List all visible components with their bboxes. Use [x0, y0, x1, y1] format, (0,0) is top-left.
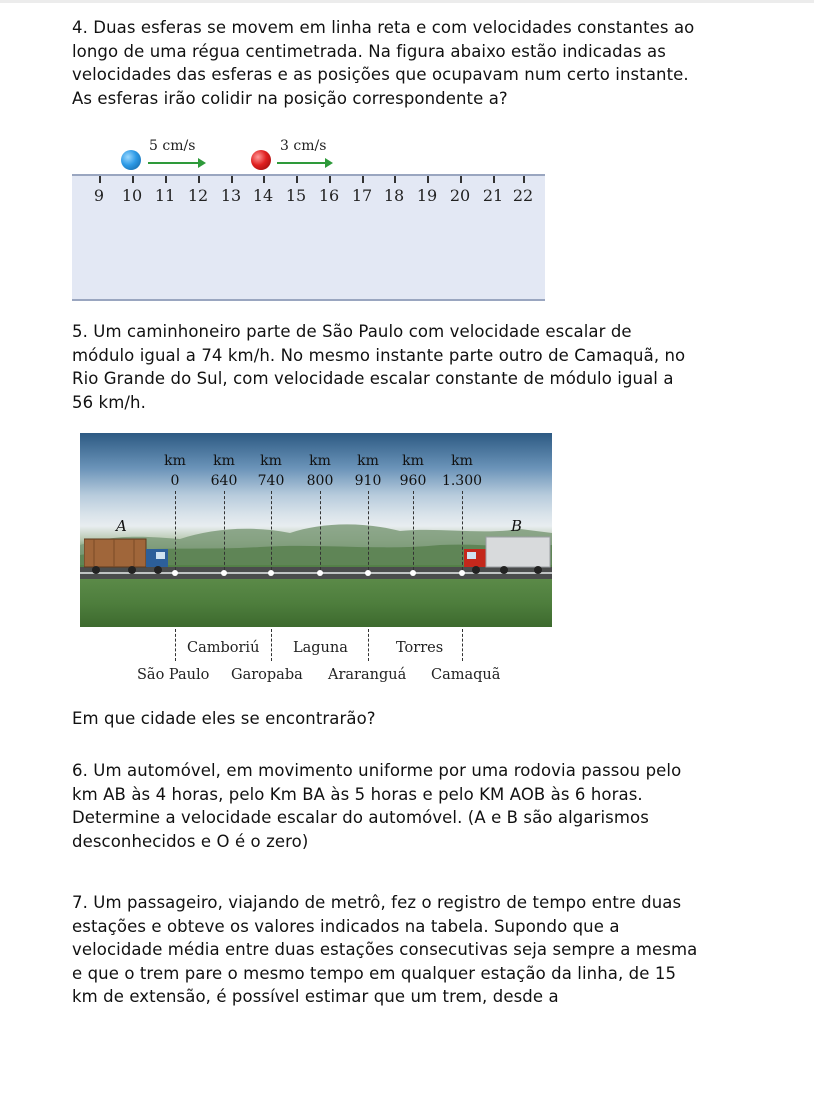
ruler-number: 22: [512, 186, 534, 205]
road-marker-dot: [459, 570, 465, 576]
truck-b-icon: [464, 535, 552, 575]
ruler-number: 20: [449, 186, 471, 205]
km-label-0: km 0: [164, 453, 186, 489]
question-5-prompt: [72, 707, 784, 731]
velocity-arrow-left: [148, 162, 200, 164]
marker-line-km640: [224, 491, 225, 575]
q4-line-1: 4. Duas esferas se movem em linha reta e com velocidades constantes ao: [72, 18, 695, 37]
road-marker-dot: [172, 570, 178, 576]
marker-line-lower: [175, 629, 176, 661]
marker-line-lower: [271, 629, 272, 661]
speed-label-left: 5 cm/s: [149, 138, 196, 154]
ruler-number: 15: [285, 186, 307, 205]
q7-line-1: 7. Um passageiro, viajando de metrô, fez o registro de tempo entre duas: [72, 893, 682, 912]
ruler-number: 18: [383, 186, 405, 205]
marker-line-lower: [368, 629, 369, 661]
ruler-tick: [296, 176, 298, 183]
q5-line-4: 56 km/h.: [72, 392, 146, 412]
city-label-sao-paulo: São Paulo: [137, 667, 210, 683]
city-label-laguna: Laguna: [293, 640, 348, 656]
ruler-number: 9: [93, 186, 105, 205]
km-label-1300: km 1.300: [441, 453, 483, 489]
question-4-text: [72, 16, 784, 110]
q6-line-3: Determine a velocidade escalar do automóvel. (A e B são algarismos: [72, 808, 649, 827]
ruler-tick: [198, 176, 200, 183]
q5-question: Em que cidade eles se encontrarão?: [72, 709, 376, 728]
ruler-number: 16: [318, 186, 340, 205]
ruler-tick: [132, 176, 134, 183]
ruler-tick: [165, 176, 167, 183]
q4-line-4: As esferas irão colidir na posição correspondente a?: [72, 88, 508, 108]
marker-line-km1300: [462, 491, 463, 575]
ruler-number: 21: [482, 186, 504, 205]
city-label-camboriu: Camboriú: [187, 640, 260, 656]
highway-figure: [72, 433, 554, 695]
ruler-tick: [460, 176, 462, 183]
ruler-number: 10: [121, 186, 143, 205]
red-sphere: [251, 150, 271, 170]
q7-line-4: e que o trem pare o mesmo tempo em qualquer estação da linha, de 15: [72, 963, 677, 983]
km-label-910: km 910: [354, 453, 382, 489]
ruler-number: 17: [351, 186, 373, 205]
road-marker-dot: [365, 570, 371, 576]
km-label-800: km 800: [306, 453, 334, 489]
km-label-740: km 740: [257, 453, 285, 489]
ruler-tick: [394, 176, 396, 183]
road-marker-dot: [410, 570, 416, 576]
point-a-label: A: [116, 517, 127, 535]
km-label-960: km 960: [399, 453, 427, 489]
marker-line-km910: [368, 491, 369, 575]
truck-a-icon: [84, 537, 176, 577]
ruler-tick: [263, 176, 265, 183]
road-marker-dot: [317, 570, 323, 576]
ruler-number: 13: [220, 186, 242, 205]
q5-line-1: 5. Um caminhoneiro parte de São Paulo com velocidade escalar de: [72, 322, 632, 341]
ruler-tick: [493, 176, 495, 183]
marker-line-km800: [320, 491, 321, 575]
ruler-number: 12: [187, 186, 209, 205]
marker-line-lower: [462, 629, 463, 661]
ruler-number: 11: [154, 186, 176, 205]
q6-line-1: 6. Um automóvel, em movimento uniforme por uma rodovia passou pelo: [72, 761, 682, 780]
grass-field: [80, 579, 552, 627]
q7-line-2: estações e obteve os valores indicados na tabela. Supondo que a: [72, 916, 620, 936]
ruler-number: 19: [416, 186, 438, 205]
marker-line-km740: [271, 491, 272, 575]
ruler-number: 14: [252, 186, 274, 205]
q7-line-5: km de extensão, é possível estimar que um trem, desde a: [72, 987, 559, 1006]
ruler-tick: [329, 176, 331, 183]
marker-line-km0: [175, 491, 176, 575]
road-marker-dot: [268, 570, 274, 576]
ruler-tick: [231, 176, 233, 183]
q4-line-2: longo de uma régua centimetrada. Na figura abaixo estão indicadas as: [72, 41, 666, 61]
ruler-tick: [362, 176, 364, 183]
km-label-640: km 640: [210, 453, 238, 489]
city-label-ararangua: Araranguá: [328, 667, 407, 683]
question-7-text: [72, 891, 784, 1009]
marker-line-km960: [413, 491, 414, 575]
q7-line-3: velocidade média entre duas estações consecutivas seja sempre a mesma: [72, 940, 698, 959]
top-divider: [0, 0, 814, 3]
city-label-camaqua: Camaquã: [431, 667, 501, 683]
q6-line-2: km AB às 4 horas, pelo Km BA às 5 horas e pelo KM AOB às 6 horas.: [72, 784, 643, 804]
q5-line-3: Rio Grande do Sul, com velocidade escalar constante de módulo igual a: [72, 369, 674, 388]
ruler-panel-bottom-line: [72, 299, 545, 301]
city-label-torres: Torres: [396, 640, 444, 656]
ruler-figure: [72, 138, 545, 302]
velocity-arrow-right: [277, 162, 327, 164]
ruler-tick: [427, 176, 429, 183]
ruler-line: [72, 174, 545, 176]
question-6-text: [72, 759, 784, 853]
point-b-label: B: [511, 517, 523, 535]
q6-line-4: desconhecidos e O é o zero): [72, 831, 309, 851]
question-5-text: [72, 320, 784, 414]
q5-line-2: módulo igual a 74 km/h. No mesmo instante parte outro de Camaquã, no: [72, 345, 686, 365]
speed-label-right: 3 cm/s: [280, 138, 327, 154]
road-marker-dot: [221, 570, 227, 576]
q4-line-3: velocidades das esferas e as posições que ocupavam num certo instante.: [72, 65, 689, 84]
city-label-garopaba: Garopaba: [231, 667, 303, 683]
blue-sphere: [121, 150, 141, 170]
ruler-tick: [99, 176, 101, 183]
ruler-tick: [523, 176, 525, 183]
